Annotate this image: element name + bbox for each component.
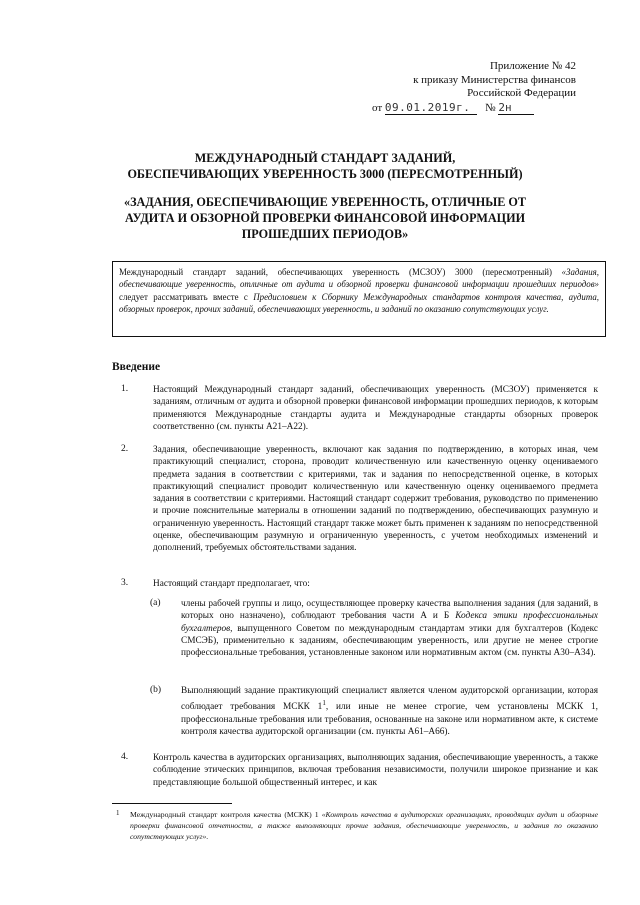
order-number: 2н <box>498 101 534 116</box>
subparagraph-label: (a) <box>150 598 161 608</box>
from-label: от <box>372 101 383 114</box>
appendix-ministry: Российской Федерации <box>467 87 576 99</box>
subparagraph-b-text-2: , или иные не менее строгие, чем установлены МСКК 1, профессиональные требования или требования, основанные на законе или нормативном акте, к системе контроля качества аудиторской организации (см. пункты А61–А66). <box>181 702 598 737</box>
subparagraph-a <box>181 598 598 659</box>
paragraph-3: Настоящий стандарт предполагает, что: <box>153 579 310 589</box>
footnote <box>130 809 598 842</box>
box-text-2: следует рассматривать вместе с <box>119 291 248 302</box>
title-line-2: ОБЕСПЕЧИВАЮЩИХ УВЕРЕННОСТЬ 3000 (ПЕРЕСМОТРЕННЫЙ) <box>127 167 523 181</box>
footnote-divider <box>112 803 232 804</box>
subparagraph-a-text-1: члены рабочей группы и лицо, осуществляющее проверку качества выполнения задания (для заданий, в которых оно назначено), соблюдают требования части А и Б <box>181 599 598 622</box>
box-italic-1: «Задания, обеспечивающие уверенность, отличные от аудита и обзорной проверки финансовой информации прошедших периодов» <box>119 267 599 290</box>
footnote-ref: 1 <box>322 699 326 708</box>
paragraph-2: Задания, обеспечивающие уверенность, включают как задания по подтверждению, в которых иная, чем практикующий специалист, сторона, проводит количественную или качественную оценку оцениваемого предмета задания в соответствии с критериями, так и задания по непосредственной оценке, в которых практикующий специалист проводит количественную или качественную оценку оцениваемого предмета задания в соответствии с критериями. Настоящий стандарт содержит требования, руководство по применению и прочие пояснительные материалы в отношении заданий по подтверждению, обеспечивающих разумную и ограниченную уверенность. Настоящий стандарт также может быть применен к заданиям по непосредственной оценке, обеспечивающим разумную и ограниченную уверенность, с учетом необходимых изменений и дополнений, требуемых обстоятельствами задания. <box>153 445 598 554</box>
order-date: 09.01.2019г. <box>385 101 477 116</box>
title-line-1: МЕЖДУНАРОДНЫЙ СТАНДАРТ ЗАДАНИЙ, <box>194 151 456 165</box>
appendix-number: Приложение № 42 <box>489 60 576 72</box>
paragraph-4: Контроль качества в аудиторских организациях, выполняющих задания, обеспечивающие уверенность, а также соблюдение этических принципов, включая требования независимости, получили широкое признание и как представляющие большой общественный интерес, и как <box>153 753 598 788</box>
subtitle-line-1: «ЗАДАНИЯ, ОБЕСПЕЧИВАЮЩИЕ УВЕРЕННОСТЬ, ОТЛИЧНЫЕ ОТ <box>124 195 526 209</box>
box-italic-2: Предисловием к Сборнику Международных стандартов контроля качества, аудита, обзорных проверок, прочих заданий, обеспечивающих уверенность, и заданий по оказанию сопутствующих услуг. <box>119 291 600 315</box>
subtitle-line-2: АУДИТА И ОБЗОРНОЙ ПРОВЕРКИ ФИНАНСОВОЙ ИНФОРМАЦИИ <box>124 211 526 225</box>
paragraph-number: 3. <box>121 578 129 588</box>
footnote-text: Международный стандарт контроля качества (МСКК) 1 <box>130 810 319 819</box>
appendix-header <box>330 60 576 115</box>
footnote-number: 1 <box>116 809 120 817</box>
subtitle-line-3: ПРОШЕДШИХ ПЕРИОДОВ» <box>241 227 409 241</box>
number-label: № <box>485 101 496 114</box>
standard-title <box>110 150 540 182</box>
appendix-order: к приказу Министерства финансов <box>413 73 576 86</box>
code-of-ethics-title: Кодекса этики профессиональных бухгалтеров, <box>181 611 598 634</box>
preface-note-box <box>112 261 606 337</box>
appendix-date-line <box>330 101 576 116</box>
subparagraph-b <box>181 685 598 738</box>
footnote-italic: «Контроль качества в аудиторских организациях, проводящих аудит и обзорные проверки финансовой отчетности, а также выполняющих прочие задания, обеспечивающие уверенность, и задания по оказанию сопутствующих услуг». <box>130 810 599 841</box>
paragraph-number: 4. <box>121 752 129 762</box>
standard-subtitle <box>110 194 540 242</box>
paragraph-number: 2. <box>121 444 129 454</box>
section-heading: Введение <box>112 361 161 373</box>
paragraph-number: 1. <box>121 384 129 394</box>
subparagraph-label: (b) <box>150 685 162 695</box>
subparagraph-a-text-2: выпущенного Советом по международным стандартам этики для бухгалтеров (Кодекс СМСЭБ), применительно к заданиям, обеспечивающим уверенность, или другие не менее строгие профессиональные требования, установленные законом или нормативным актом (см. пункты А30–А34). <box>181 623 598 659</box>
subparagraph-b-text-1: Выполняющий задание практикующий специалист является членом аудиторской организации, которая соблюдает требования МСКК 1 <box>181 686 598 713</box>
paragraph-1: Настоящий Международный стандарт заданий, обеспечивающих уверенность (МСЗОУ) применяется к заданиям, отличным от аудита и обзорной проверки финансовой информации прошедших периодов, к которым применяются Международные стандарты аудита и Международные стандарты обзорных проверок соответственно (см. пункты А21–А22). <box>153 385 598 432</box>
box-text-1: Международный стандарт заданий, обеспечивающих уверенность (МСЗОУ) 3000 (пересмотренный) <box>119 267 552 277</box>
